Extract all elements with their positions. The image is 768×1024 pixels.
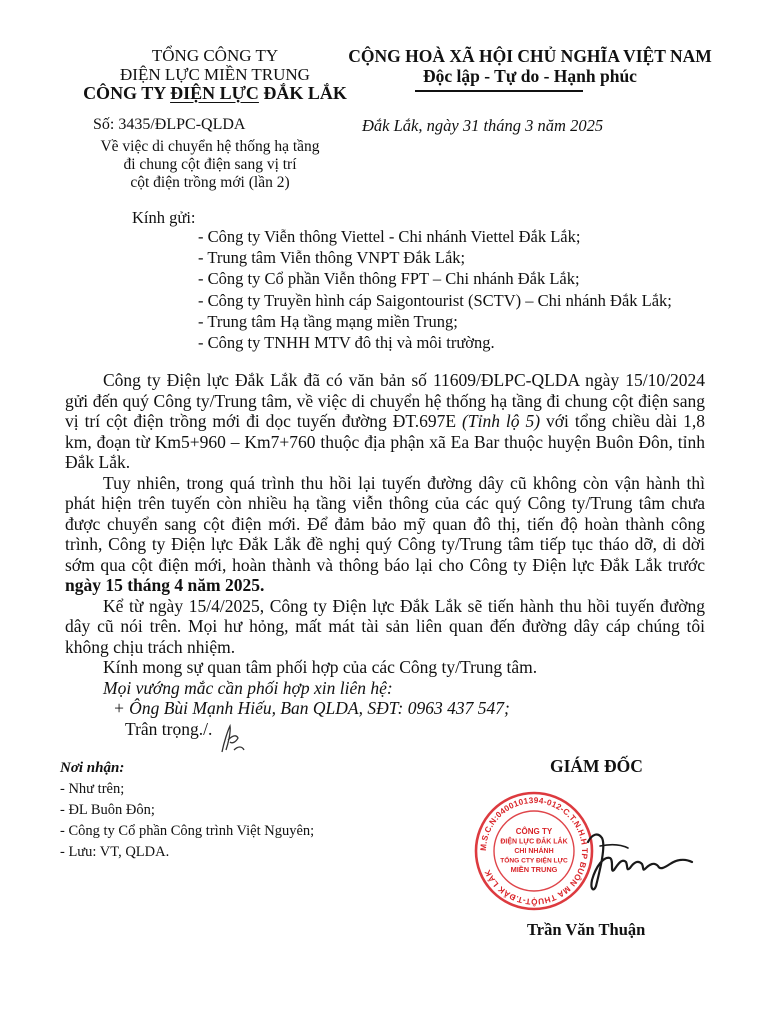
issuer-name-underlined: ĐIỆN LỰC: [170, 83, 259, 103]
recipient-item: - Công ty Viễn thông Viettel - Chi nhánh Viettel Đắk Lắk;: [198, 227, 581, 246]
national-title: CỘNG HOÀ XÃ HỘI CHỦ NGHĨA VIỆT NAM: [348, 46, 712, 66]
motto-underline: [415, 90, 583, 92]
receivers-block: [60, 758, 314, 863]
receiver-item: - Lưu: VT, QLDA.: [60, 844, 170, 860]
subject-line: đi chung cột điện sang vị trí: [123, 156, 297, 173]
receiver-item: - ĐL Buôn Đôn;: [60, 802, 155, 818]
issuer-header: [60, 46, 370, 103]
paragraph-1: [65, 370, 705, 473]
paragraph-1-text: Công ty Điện lực Đắk Lắk đã có văn bản số 11609/ĐLPC-QLDA ngày 15/10/2024 gửi đến quý Công ty/Trung tâm, về việc di chuyển hệ thống hạ tầng đi chung cột điện sang vị trí cột điện trồng mới đi dọc tuyến đường ĐT.697E: [65, 370, 705, 431]
national-motto: Độc lập - Tự do - Hạnh phúc: [423, 66, 637, 86]
document-number: Số: 3435/ĐLPC-QLDA: [93, 116, 246, 133]
seal-ring-text: M.S.C.N:0400101394-012-C.T.N.H.H TP BUÔN MA THUỘT-T.ĐẮK LẮK: [478, 795, 590, 907]
receiver-item: - Như trên;: [60, 781, 125, 797]
receiver-item: - Công ty Cổ phần Công trình Việt Nguyên;: [60, 823, 315, 839]
seal-center-text: [500, 827, 568, 874]
subject-line: cột điện trồng mới (lần 2): [130, 174, 290, 191]
seal-center-line: ĐIỆN LỰC ĐẮK LẮK: [500, 838, 568, 846]
handwritten-signature: [580, 830, 695, 900]
paragraph-2: [65, 473, 705, 596]
issuer-parent-line2: ĐIỆN LỰC MIỀN TRUNG: [120, 65, 310, 84]
recipient-item: - Công ty TNHH MTV đô thị và môi trường.: [198, 333, 495, 353]
seal-center-line: CHI NHÁNH: [514, 848, 554, 855]
issuer-name-suffix: ĐẮK LẮK: [258, 83, 347, 103]
issuer-name: [60, 84, 370, 103]
contact-line: Mọi vướng mắc cần phối hợp xin liên hệ:: [103, 677, 393, 698]
deadline-text: ngày 15 tháng 4 năm 2025.: [65, 575, 265, 595]
seal-center-line: MIỀN TRUNG: [510, 865, 558, 874]
issuer-name-prefix: CÔNG TY: [83, 83, 171, 103]
closing: Trân trọng./.: [125, 718, 213, 739]
paragraph-1-rest: với tổng chiều dài 1,8 km, đoạn từ Km5+960 – Km7+760 thuộc địa phận xã Ea Bar thuộc huyện Buôn Đôn, tỉnh Đắk Lắk.: [65, 411, 705, 472]
signer-title: GIÁM ĐỐC: [550, 756, 643, 776]
paragraph-1-italic: (Tỉnh lộ 5): [462, 411, 541, 431]
recipient-item: - Công ty Cổ phần Viễn thông FPT – Chi nhánh Đắk Lắk;: [198, 269, 580, 289]
seal-center-line: CÔNG TY: [515, 827, 553, 836]
document-subject: [80, 138, 340, 192]
letter-body: [65, 370, 705, 739]
paragraph-4: Kính mong sự quan tâm phối hợp của các Công ty/Trung tâm.: [103, 657, 538, 677]
salutation: Kính gửi:: [132, 208, 196, 227]
initial-mark: [216, 722, 246, 756]
recipient-item: - Công ty Truyền hình cáp Saigontourist (SCTV) – Chi nhánh Đắk Lắk;: [198, 290, 672, 310]
subject-line: Về việc di chuyển hệ thống hạ tầng: [100, 138, 320, 155]
issuer-parent-line1: TỔNG CÔNG TY: [151, 46, 279, 65]
recipient-item: - Trung tâm Hạ tầng mạng miền Trung;: [198, 311, 458, 331]
place-date: Đắk Lắk, ngày 31 tháng 3 năm 2025: [362, 116, 604, 135]
paragraph-3: Kể từ ngày 15/4/2025, Công ty Điện lực Đắk Lắk sẽ tiến hành thu hồi tuyến đường dây cũ nói trên. Mọi hư hỏng, mất mát tài sản liên quan đến đường dây cáp chúng tôi không chịu trách nhiệm.: [65, 595, 705, 657]
contact-person: + Ông Bùi Mạnh Hiếu, Ban QLDA, SĐT: 0963 437 547;: [113, 698, 510, 718]
recipient-list: [198, 226, 672, 353]
recipient-item: - Trung tâm Viễn thông VNPT Đắk Lắk;: [198, 248, 466, 268]
company-seal: [473, 790, 595, 912]
receivers-title: Nơi nhận:: [60, 760, 125, 776]
seal-center-line: TỔNG CTY ĐIỆN LỰC: [500, 857, 568, 865]
paragraph-2-text: Tuy nhiên, trong quá trình thu hồi lại tuyến đường dây cũ không còn vận hành thì phát hiện trên tuyến còn nhiều hạ tầng viễn thông của các quý Công ty/Trung tâm chưa được chuyển sang cột điện mới. Để đảm bảo mỹ quan đô thị, tiến độ hoàn thành công trình, Công ty Điện lực Đắk Lắk đề nghị quý Công ty/Trung tâm tiếp tục tháo dỡ, di dời sớm qua cột điện mới, hoàn thành và thông báo lại cho Công ty Điện lực Đắk Lắk trước: [65, 472, 705, 575]
national-header: [330, 46, 730, 86]
signer-name: Trần Văn Thuận: [527, 920, 646, 939]
